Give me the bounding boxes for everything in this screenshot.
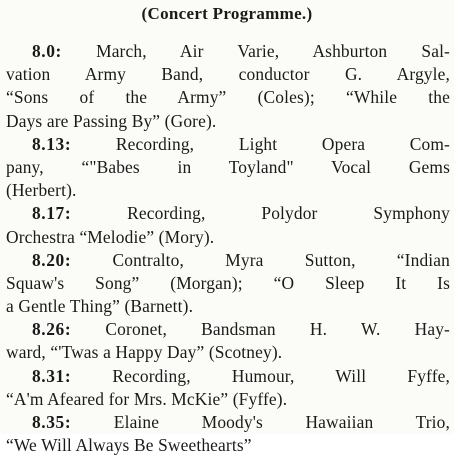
entry-line: ward, “'Twas a Happy Day” (Scotney). bbox=[6, 342, 283, 363]
entry-time: 8.17: bbox=[32, 203, 72, 224]
entry-time: 8.26: bbox=[32, 319, 72, 340]
entry-line: Days are Passing By” (Gore). bbox=[6, 110, 217, 131]
programme-heading: (Concert Programme.) bbox=[141, 4, 313, 23]
entry-text: Elaine Moody's Hawaiian Trio, bbox=[71, 412, 450, 432]
entry-line: pany, “"Babes in Toyland" Vocal Gems bbox=[6, 156, 450, 177]
entry-text: March, Air Varie, Ashburton Sal- bbox=[61, 41, 450, 61]
entry-text: Coronet, Bandsman H. W. Hay- bbox=[71, 319, 450, 340]
programme-entry bbox=[6, 365, 450, 411]
entry-line bbox=[6, 411, 450, 434]
entry-line: vation Army Band, conductor G. Argyle, bbox=[6, 64, 450, 85]
programme-entry bbox=[6, 249, 450, 319]
entry-text: Contralto, Myra Sutton, “Indian bbox=[71, 249, 450, 270]
entry-line: Squaw's Song” (Morgan); “O Sleep It Is bbox=[6, 272, 450, 293]
entry-line: (Herbert). bbox=[6, 180, 77, 201]
entry-line: “A'm Afeared for Mrs. McKie” (Fyffe). bbox=[6, 388, 288, 409]
entry-line: a Gentle Thing” (Barnett). bbox=[6, 296, 194, 317]
entry-text: Recording, Polydor Symphony bbox=[71, 203, 450, 224]
entry-time: 8.20: bbox=[32, 249, 72, 270]
entry-time: 8.0: bbox=[32, 41, 62, 61]
programme-entry bbox=[6, 318, 450, 364]
programme-entry bbox=[6, 40, 450, 133]
entry-text: Recording, Humour, Will Fyffe, bbox=[71, 365, 450, 386]
programme-entry bbox=[6, 411, 450, 457]
entry-line bbox=[6, 318, 450, 341]
entry-time: 8.31: bbox=[32, 365, 72, 386]
programme-entry bbox=[6, 133, 450, 203]
entry-line bbox=[6, 249, 450, 272]
entry-line bbox=[6, 365, 450, 388]
entry-time: 8.35: bbox=[32, 412, 72, 432]
entry-line: “We Will Always Be Sweethearts” bbox=[6, 435, 252, 456]
entry-line bbox=[6, 133, 450, 156]
programme-entry bbox=[6, 202, 450, 248]
entry-text: Recording, Light Opera Com- bbox=[71, 133, 450, 154]
entry-line bbox=[6, 202, 450, 225]
entry-line: Orchestra “Melodie” (Mory). bbox=[6, 226, 215, 247]
entry-time: 8.13: bbox=[32, 133, 72, 154]
entry-line bbox=[6, 40, 450, 63]
entry-line: “Sons of the Army” (Coles); “While the bbox=[6, 87, 450, 108]
programme-list bbox=[6, 40, 450, 457]
